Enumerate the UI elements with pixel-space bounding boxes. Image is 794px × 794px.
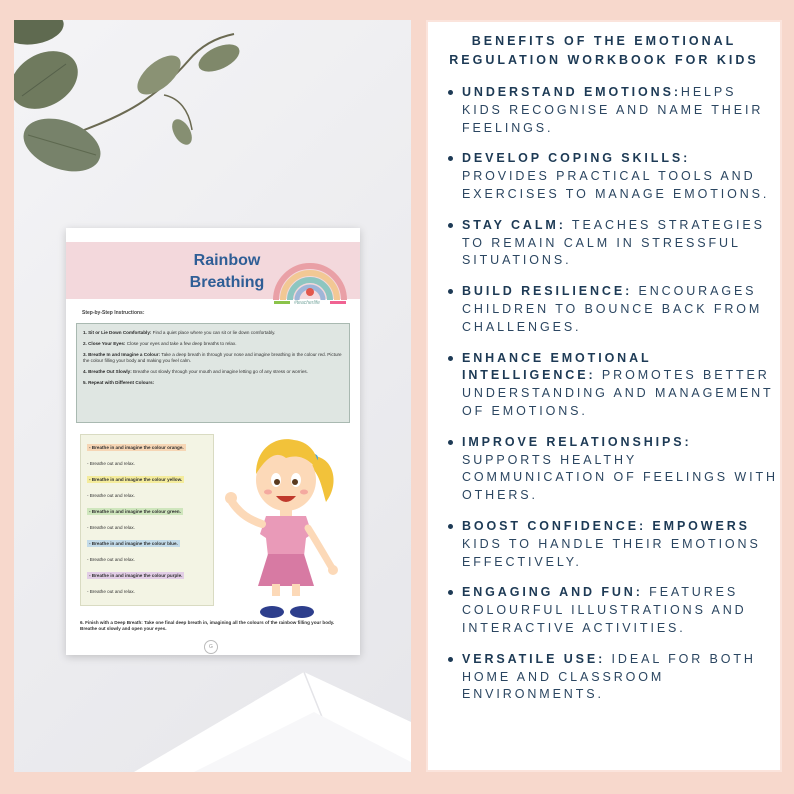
bullet-icon: [448, 440, 453, 445]
bullet-icon: [448, 590, 453, 595]
product-photo: [14, 20, 411, 772]
step-3: 3. Breathe In and Imagine a Colour: Take a deep breath in through your nose and imagine breathing in the colour red. Picture the colour filling your body and making you feel calm.: [83, 352, 342, 363]
worksheet-page: [66, 228, 360, 655]
list-item: STAY CALM: TEACHES STRATEGIES TO REMAIN CALM IN STRESSFUL SITUATIONS.: [448, 217, 778, 270]
benefits-panel: [426, 20, 782, 772]
colour-line: - Breathe in and imagine the colour orange.: [89, 445, 184, 450]
benefits-title: [428, 32, 780, 70]
title-line-2: REGULATION WORKBOOK FOR KIDS: [449, 53, 759, 67]
envelope-decoration: [14, 652, 411, 772]
benefits-list: [448, 84, 778, 717]
list-item: DEVELOP COPING SKILLS: PROVIDES PRACTICAL TOOLS AND EXERCISES TO MANAGE EMOTIONS.: [448, 150, 778, 203]
colour-line: - Breathe out and relax.: [87, 589, 136, 594]
step-5: 5. Repeat with Different Colours:: [83, 380, 155, 385]
colour-line: - Breathe out and relax.: [87, 525, 136, 530]
list-item: VERSATILE USE: IDEAL FOR BOTH HOME AND CLASSROOM ENVIRONMENTS.: [448, 651, 778, 704]
step-4: 4. Breathe Out Slowly: Breathe out slowly through your mouth and imagine letting go of any stress or worries.: [83, 369, 308, 374]
bullet-icon: [448, 156, 453, 161]
girl-illustration: [222, 428, 354, 624]
bullet-icon: [448, 657, 453, 662]
list-item: BOOST CONFIDENCE: EMPOWERS KIDS TO HANDLE THEIR EMOTIONS EFFECTIVELY.: [448, 518, 778, 571]
colour-line: - Breathe out and relax.: [87, 461, 136, 466]
instructions-subtitle: Step-by-Step Instructions:: [82, 310, 145, 316]
list-item: BUILD RESILIENCE: ENCOURAGES CHILDREN TO BOUNCE BACK FROM CHALLENGES.: [448, 283, 778, 336]
step-2: 2. Close Your Eyes: Close your eyes and take a few deep breaths to relax.: [83, 341, 237, 346]
steps-box: [76, 323, 350, 423]
bullet-icon: [448, 289, 453, 294]
colour-line: - Breathe in and imagine the colour yellow.: [89, 477, 183, 482]
brand-tag: #teacherlife: [294, 300, 320, 306]
colour-line: - Breathe out and relax.: [87, 557, 136, 562]
colour-line: - Breathe out and relax.: [87, 493, 136, 498]
colour-line: - Breathe in and imagine the colour purple.: [89, 573, 183, 578]
step-1: 1. Sit or Lie Down Comfortably: Find a quiet place where you can sit or lie down comfortably.: [83, 330, 276, 335]
bullet-icon: [448, 90, 453, 95]
finish-step: 6. Finish with a Deep Breath: Take one final deep breath in, imagining all the colours of the rainbow filling your body. Breathe out slowly and open your eyes.: [80, 620, 335, 631]
title-line-1: BENEFITS OF THE EMOTIONAL: [471, 34, 737, 48]
list-item: ENHANCE EMOTIONAL INTELLIGENCE: PROMOTES BETTER UNDERSTANDING AND MANAGEMENT OF EMOTIONS.: [448, 350, 778, 421]
bullet-icon: [448, 223, 453, 228]
list-item: ENGAGING AND FUN: FEATURES COLOURFUL ILLUSTRATIONS AND INTERACTIVE ACTIVITIES.: [448, 584, 778, 637]
worksheet-title: Rainbow Breathing: [189, 252, 265, 291]
colour-line: - Breathe in and imagine the colour blue.: [89, 541, 178, 546]
bullet-icon: [448, 356, 453, 361]
rainbow-logo: [270, 244, 350, 306]
bullet-icon: [448, 524, 453, 529]
colour-line: - Breathe in and imagine the colour green.: [89, 509, 181, 514]
eucalyptus-leaves-decoration: [14, 20, 274, 190]
list-item: IMPROVE RELATIONSHIPS: SUPPORTS HEALTHY COMMUNICATION OF FEELINGS WITH OTHERS.: [448, 434, 778, 505]
footer-logo: G: [204, 640, 218, 654]
colour-list: [80, 434, 214, 606]
list-item: UNDERSTAND EMOTIONS:HELPS KIDS RECOGNISE AND NAME THEIR FEELINGS.: [448, 84, 778, 137]
